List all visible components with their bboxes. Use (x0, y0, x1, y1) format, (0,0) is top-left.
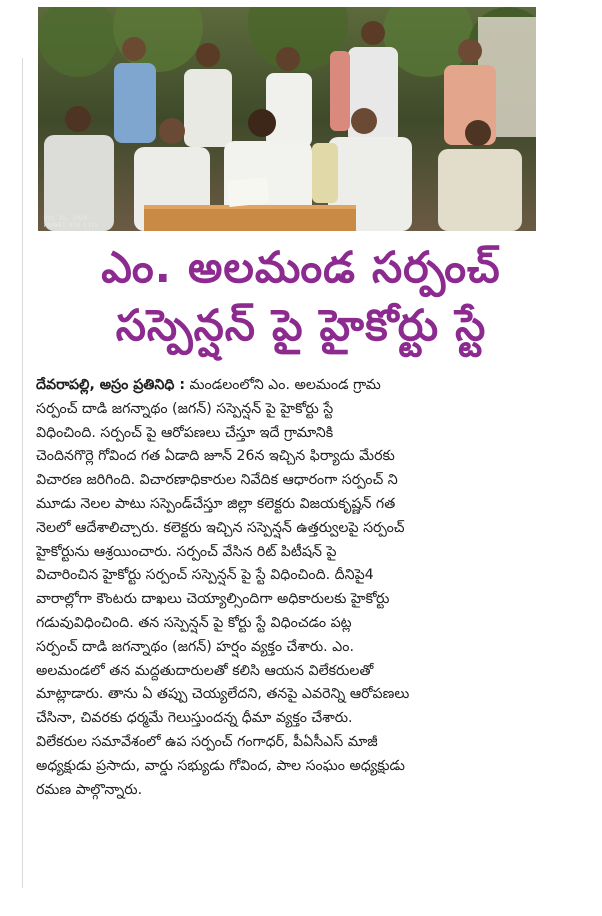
group-photo-illustration (38, 7, 536, 231)
article-line: రమణ పాల్గొన్నారు. (36, 781, 143, 798)
article-line: నెలలో ఆదేశాలిచ్చారు. కలెక్టరు ఇచ్చిన సస్పెన్షన్ ఉత్తర్వులపై సర్పంచ్ (36, 519, 405, 536)
article-line: మూడు నెలల పాటు సస్పెండ్‌చేస్తూ జిల్లా కలెక్టరు విజయకృష్ణన్ గత (36, 495, 396, 512)
article-line: హైకోర్టును ఆశ్రయించారు. సర్పంచ్ వేసిన రిట్ పిటీషన్ పై (36, 543, 337, 560)
article-line: చేసినా, చివరకు ధర్మమే గెలుస్తుందన్న ధీమా వ్యక్తం చేశారు. (36, 710, 353, 727)
article-line: విధించింది. సర్పంచ్ పై ఆరోపణలు చేస్తూ ఇదే గ్రామానికి (36, 424, 334, 441)
article-line: చెందినగొర్లె గోవింద గత ఏడాది జూన్ 26న ఇచ్చిన ఫిర్యాదు మేరకు (36, 448, 395, 465)
photo-stamp-date: Oct 25, 2020 (44, 215, 88, 222)
article-line: గడువువిధించింది. తన సస్పెన్షన్ పై కోర్టు స్టే విధించడం పట్ల (36, 614, 352, 631)
article-line: సర్పంచ్ దాడి జగన్నాథం (జగన్) సస్పెన్షన్ పై హైకోర్టు స్టే (36, 400, 334, 417)
article-line-text: మండలంలోని ఎం. అలమండ గ్రామ (189, 377, 381, 393)
article-line: అధ్యక్షుడు ప్రసాదు, వార్డు సభ్యుడు గోవింద, పాల సంఘం అధ్యక్షుడు (36, 757, 405, 774)
headline-line-1: ఎం. అలమండ సర్పంచ్ (101, 243, 501, 293)
article-line: సర్పంచ్ దాడి జగన్నాథం (జగన్) హర్షం వ్యక్తం చేశారు. ఎం. (36, 638, 354, 655)
news-photo (38, 7, 536, 231)
article-line (36, 374, 546, 398)
column-rule (22, 58, 23, 888)
photo-stamp-device: HUAWEI P10 Lite (44, 222, 99, 229)
article-line: అలమండలో తన మద్దతుదారులతో కలిసి ఆయన విలేకరులతో (36, 662, 374, 679)
article-line: విచారించిన హైకోర్టు సర్పంచ్ సస్పెన్షన్ పై స్టే విధించింది. దీనిపై4 (36, 567, 374, 584)
headline-line-2: సస్పెన్షన్ పై హైకోర్టు స్టే (115, 301, 487, 351)
article-line: విచారణ జరిగింది. విచారణాధికారుల నివేదిక ఆధారంగా సర్పంచ్ ని (36, 472, 398, 489)
article-line: మాట్లాడారు. తాను ఏ తప్పు చెయ్యలేదని, తనపై ఎవరెన్ని ఆరోపణలు (36, 686, 410, 703)
article-line: విలేకరుల సమావేశంలో ఉప సర్పంచ్ గంగాధర్, పీఏసీఎస్ మాజీ (36, 733, 378, 750)
article-body (36, 374, 546, 802)
article-line: వారాల్లోగా కౌంటరు దాఖలు చెయ్యాల్సిందిగా అధికారులకు హైకోర్టు (36, 591, 390, 608)
photo-date-stamp (44, 215, 98, 229)
dateline: దేవరాపల్లి, అస్రం ప్రతినిధి : (36, 377, 185, 393)
